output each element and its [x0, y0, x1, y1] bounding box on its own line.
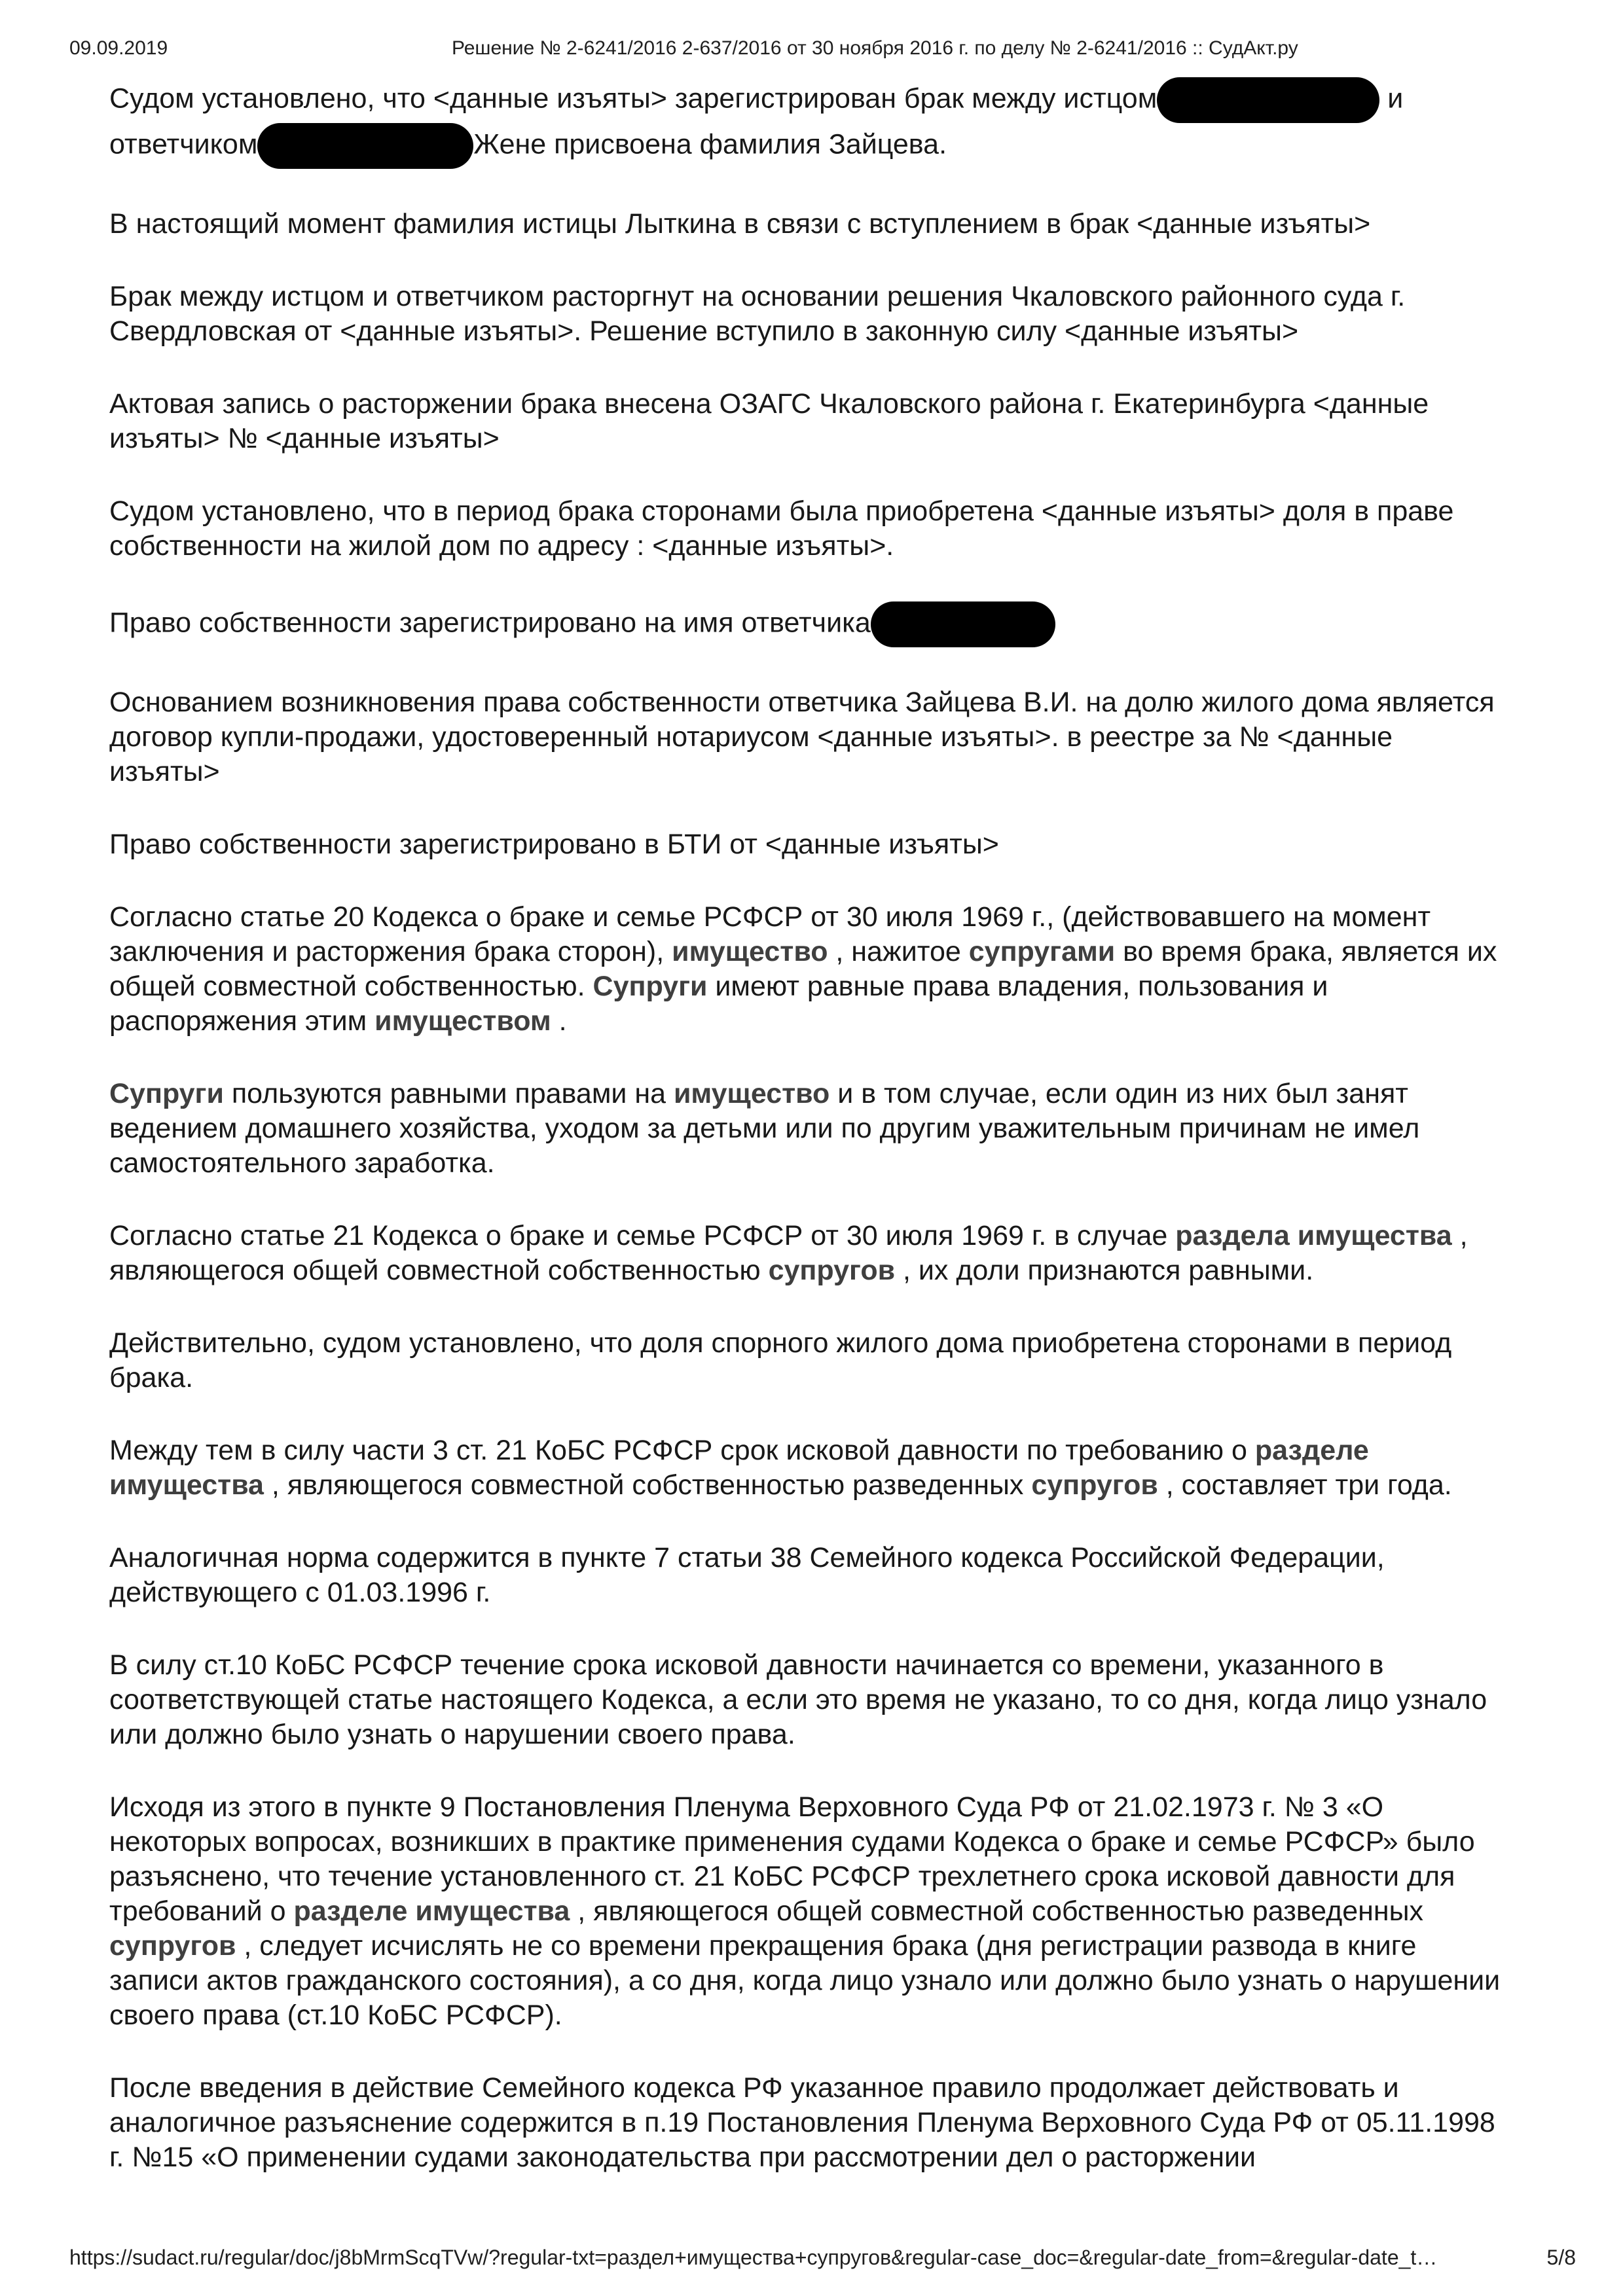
text-run: , нажитое	[828, 936, 969, 967]
highlighted-term: супругов	[1031, 1469, 1158, 1501]
paragraph	[109, 1648, 1503, 1752]
highlighted-term: раздела имущества	[1175, 1220, 1452, 1251]
highlighted-term: имуществом	[374, 1005, 551, 1037]
text-run: Право собственности зарегистрировано на имя ответчика	[109, 607, 871, 639]
text-run: , их доли признаются равными.	[895, 1255, 1314, 1286]
text-run: , являющегося общей совместной собственностью	[109, 1220, 1468, 1286]
highlighted-term: разделе имущества	[109, 1435, 1369, 1501]
text-run: В силу ст.10 КоБС РСФСР течение срока исковой давности начинается со времени, указанного в соответствующей статье настоящего Кодекса, а если это время не указано, то со дня, когда лицо узнало или должно было узнать о нарушении своего права.	[109, 1649, 1487, 1750]
text-run: После введения в действие Семейного кодекса РФ указанное правило продолжает действовать и аналогичное разъяснение содержится в п.19 Постановления Пленума Верховного Суда РФ от 05.11.1998 г. №15 «О применении судами законодательства при рассмотрении дел о расторжении	[109, 2072, 1495, 2173]
paragraph	[109, 601, 1503, 647]
paragraph	[109, 387, 1503, 456]
paragraph	[109, 1326, 1503, 1395]
paragraph	[109, 1433, 1503, 1503]
highlighted-term: имущество	[672, 936, 828, 967]
paragraph	[109, 685, 1503, 789]
text-run: Действительно, судом установлено, что доля спорного жилого дома приобретена сторонами в период брака.	[109, 1327, 1452, 1393]
court-decision-text	[109, 77, 1503, 2213]
highlighted-term: супругов	[768, 1255, 896, 1286]
text-run: Согласно статье 20 Кодекса о браке и семье РСФСР от 30 июля 1969 г., (действовавшего на момент заключения и расторжения брака сторон),	[109, 901, 1431, 967]
text-run: Согласно статье 21 Кодекса о браке и семье РСФСР от 30 июля 1969 г. в случае	[109, 1220, 1176, 1251]
text-run: Исходя из этого в пункте 9 Постановления Пленума Верховного Суда РФ от 21.02.1973 г. № 3 «О некоторых вопросах, возникших в практике применения судами Кодекса о браке и семье РСФСР» было разъяснено, что течение установленного ст. 21 КоБС РСФСР трехлетнего срока исковой давности для требований о	[109, 1791, 1475, 1927]
paragraph	[109, 827, 1503, 862]
print-header-title: Решение № 2-6241/2016 2-637/2016 от 30 ноября 2016 г. по делу № 2-6241/2016 :: СудАкт.ру	[452, 37, 1298, 59]
text-run: В настоящий момент фамилия истицы Лыткина в связи с вступлением в брак <данные изъяты>	[109, 208, 1371, 240]
paragraph	[109, 1541, 1503, 1610]
text-run: Между тем в силу части 3 ст. 21 КоБС РСФСР срок исковой давности по требованию о	[109, 1435, 1255, 1466]
text-run: , являющегося общей совместной собственностью разведенных	[570, 1895, 1424, 1927]
highlighted-term: супругов	[109, 1930, 236, 1962]
text-run: Право собственности зарегистрировано в БТИ от <данные изъяты>	[109, 829, 999, 860]
text-run: имеют равные права владения, пользования и распоряжения этим	[109, 971, 1328, 1037]
text-run: .	[551, 1005, 567, 1037]
highlighted-term: Супруги	[109, 1078, 224, 1109]
text-run: Судом установлено, что <данные изъяты> зарегистрирован брак между истцом	[109, 82, 1158, 115]
text-run: пользуются равными правами на	[223, 1078, 674, 1109]
redaction-bar	[1157, 77, 1379, 123]
text-run: Судом установлено, что в период брака сторонами была приобретена <данные изъяты> доля в праве собственности на жилой дом по адресу : <данные изъяты>.	[109, 495, 1454, 562]
paragraphs	[109, 77, 1503, 2175]
paragraph	[109, 2071, 1503, 2175]
text-run: Брак между истцом и ответчиком расторгнут на основании решения Чкаловского районного суда г. Свердловская от <данные изъяты>. Решение вступило в законную силу <данные изъяты>	[109, 281, 1406, 347]
highlighted-term: супругами	[968, 936, 1116, 967]
print-footer-url: https://sudact.ru/regular/doc/j8bMrmScqTVw/?regular-txt=раздел+имущества+супругов&regular-case_doc=&regular-date_from=&regular-date_t…	[69, 2246, 1438, 2269]
highlighted-term: Супруги	[593, 971, 708, 1002]
paragraph	[109, 207, 1503, 242]
paragraph	[109, 1790, 1503, 2033]
print-footer-page-number: 5/8	[1546, 2246, 1576, 2269]
text-run: во время брака, является их общей совместной собственностью.	[109, 936, 1497, 1002]
paragraph	[109, 279, 1503, 349]
text-run: Основанием возникновения права собственности ответчика Зайцева В.И. на долю жилого дома является договор купли-продажи, удостоверенный нотариусом <данные изъяты>. в реестре за № <данные изъяты>	[109, 687, 1495, 787]
paragraph	[109, 900, 1503, 1039]
text-run: Жене присвоена фамилия Зайцева.	[473, 128, 947, 160]
paragraph	[109, 494, 1503, 564]
text-run: Аналогичная норма содержится в пункте 7 статьи 38 Семейного кодекса Российской Федерации, действующего с 01.03.1996 г.	[109, 1542, 1385, 1608]
text-run: и в том случае, если один из них был занят ведением домашнего хозяйства, уходом за детьми или по другим уважительным причинам не имел самостоятельного заработка.	[109, 1078, 1420, 1179]
paragraph	[109, 77, 1503, 169]
redaction-bar	[257, 123, 473, 169]
print-header-date: 09.09.2019	[69, 37, 168, 59]
text-run: , составляет три года.	[1158, 1469, 1452, 1501]
redaction-bar	[871, 601, 1055, 647]
text-run: , следует исчислять не со времени прекращения брака (дня регистрации развода в книге записи актов гражданского состояния), а со дня, когда лицо узнало или должно было узнать о нарушении своего права (ст.10 КоБС РСФСР).	[109, 1930, 1501, 2031]
highlighted-term: разделе имущества	[293, 1895, 570, 1927]
text-run: и ответчиком	[109, 82, 1404, 160]
paragraph	[109, 1077, 1503, 1181]
text-run: Актовая запись о расторжении брака внесена ОЗАГС Чкаловского района г. Екатеринбурга <данные изъяты> № <данные изъяты>	[109, 388, 1429, 454]
text-run: , являющегося совместной собственностью разведенных	[263, 1469, 1032, 1501]
paragraph	[109, 1219, 1503, 1288]
highlighted-term: имущество	[673, 1078, 830, 1109]
